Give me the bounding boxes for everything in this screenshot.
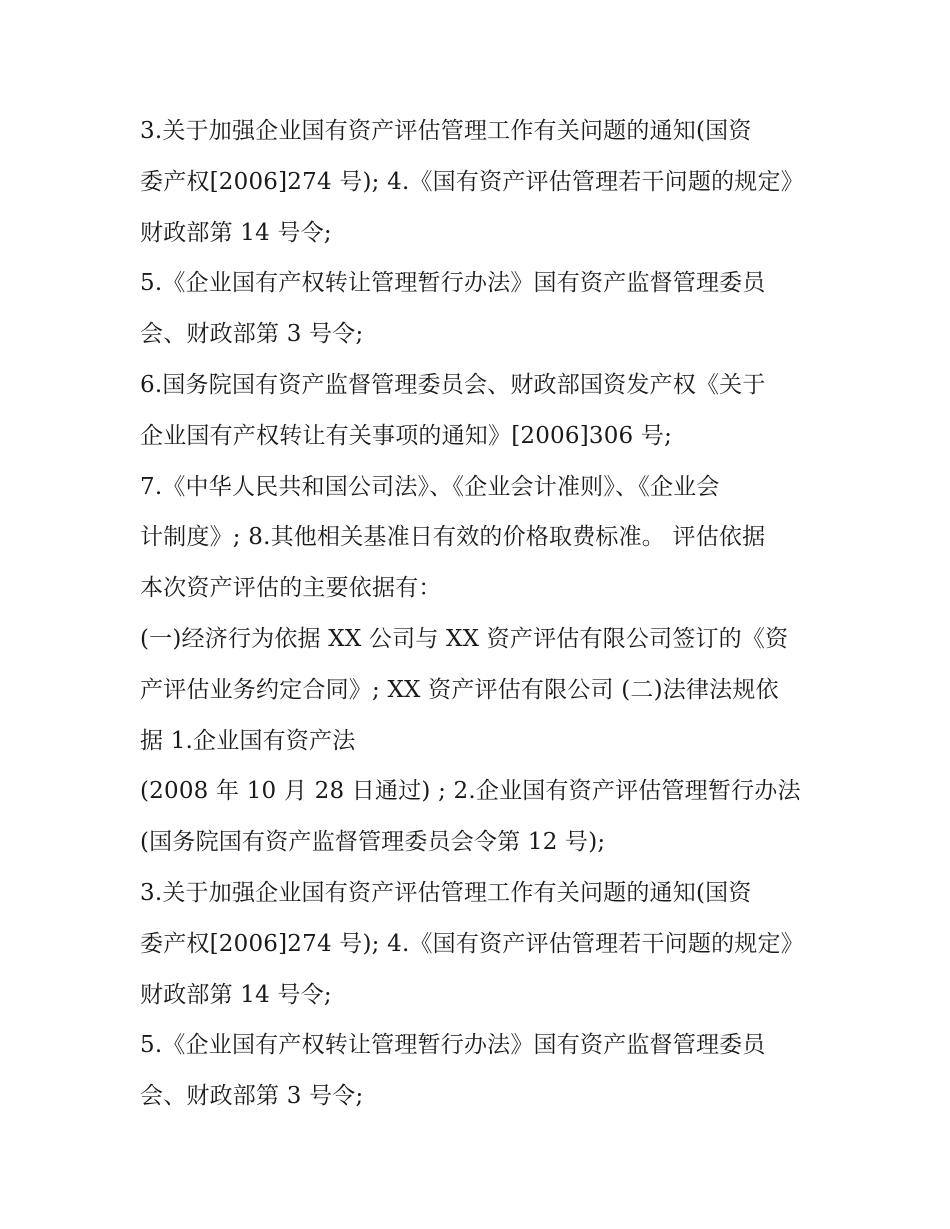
text-line: 7.《中华人民共和国公司法》、《企业会计准则》、《企业会 bbox=[140, 473, 720, 500]
text-line: 5.《企业国有产权转让管理暂行办法》国有资产监督管理委员 bbox=[140, 1032, 766, 1059]
body-text bbox=[140, 106, 830, 1122]
text-line: 本次资产评估的主要依据有： bbox=[140, 575, 442, 602]
text-line: (一)经济行为依据 XX 公司与 XX 资产评估有限公司签订的《资 bbox=[140, 625, 789, 652]
text-line: 委产权[2006]274 号); 4.《国有资产评估管理若干问题的规定》 bbox=[140, 168, 804, 195]
text-line: 企业国有产权转让有关事项的通知》[2006]306 号; bbox=[140, 422, 673, 449]
text-line: (国务院国有资产监督管理委员会令第 12 号); bbox=[140, 829, 606, 856]
text-line: 财政部第 14 号令; bbox=[140, 981, 332, 1008]
text-line: (2008 年 10 月 28 日通过) ; 2.企业国有资产评估管理暂行办法 bbox=[140, 778, 801, 805]
text-line: 3.关于加强企业国有资产评估管理工作有关问题的通知(国资 bbox=[140, 118, 752, 144]
text-line: 6.国务院国有资产监督管理委员会、财政部国资发产权《关于 bbox=[140, 371, 766, 398]
text-line: 3.关于加强企业国有资产评估管理工作有关问题的通知(国资 bbox=[140, 879, 752, 906]
text-line: 计制度》; 8.其他相关基准日有效的价格取费标准。 评估依据 bbox=[140, 524, 766, 551]
text-line: 会、财政部第 3 号令; bbox=[140, 321, 364, 348]
text-line: 财政部第 14 号令; bbox=[140, 219, 332, 246]
text-line: 委产权[2006]274 号); 4.《国有资产评估管理若干问题的规定》 bbox=[140, 930, 804, 957]
text-line: 据 1.企业国有资产法 bbox=[140, 727, 356, 754]
text-line: 会、财政部第 3 号令; bbox=[140, 1083, 364, 1110]
text-line: 5.《企业国有产权转让管理暂行办法》国有资产监督管理委员 bbox=[140, 270, 766, 297]
text-line: 产评估业务约定合同》; XX 资产评估有限公司 (二)法律法规依 bbox=[140, 676, 779, 703]
